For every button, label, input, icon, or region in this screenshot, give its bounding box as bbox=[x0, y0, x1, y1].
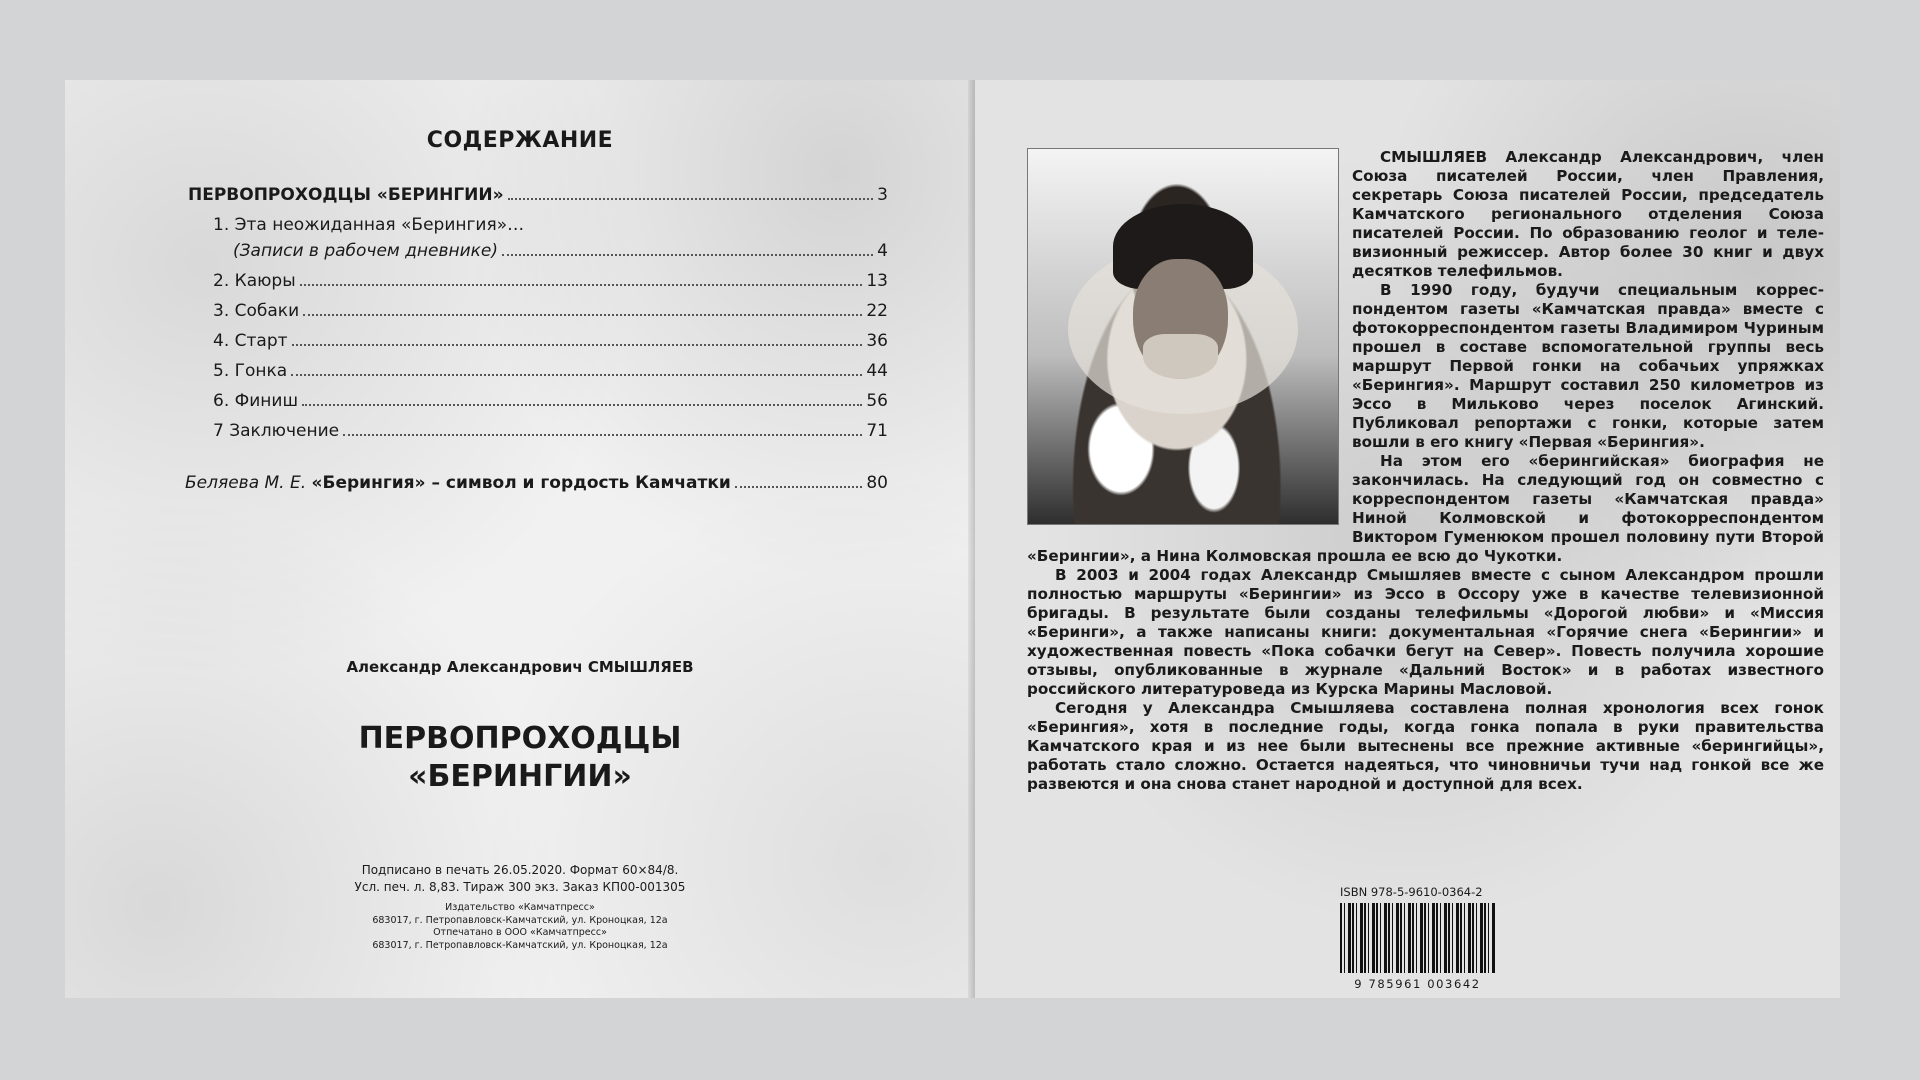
toc-item bbox=[188, 241, 888, 271]
toc-item bbox=[188, 361, 888, 391]
toc-item bbox=[188, 301, 888, 331]
toc-leader-dots bbox=[303, 314, 862, 316]
toc-item-page: 71 bbox=[866, 421, 888, 441]
imprint-details bbox=[65, 862, 975, 896]
toc-item-page: 36 bbox=[866, 331, 888, 351]
toc-item-label: 7 Заключение bbox=[213, 421, 340, 441]
toc-leader-dots bbox=[292, 344, 863, 346]
bio-paragraph: В 1990 году, будучи специальным корреспондентом газеты «Камчатская правда» вместе с фотокорреспондентом газеты Владимиром Чуриным прошел в составе вспомогательной группы весь маршрут Первой гонки на собачьих упряжках «Берингия». Маршрут составил 250 километров из Эссо в Мильково через поселок Агинский. Публиковал репортажи с гонки, которые затем вошли в его книгу «Первая «Берингия». bbox=[1352, 281, 1824, 451]
toc-item-label: 1. Эта неожиданная «Берингия»… bbox=[213, 215, 525, 235]
barcode bbox=[1340, 903, 1495, 973]
imprint-line: Усл. печ. л. 8,83. Тираж 300 экз. Заказ КП00-001305 bbox=[354, 880, 686, 894]
toc-item bbox=[188, 421, 888, 451]
toc-item bbox=[188, 185, 888, 215]
toc-leader-dots bbox=[343, 434, 862, 436]
author-biography bbox=[1027, 148, 1824, 794]
toc-item-page: 3 bbox=[877, 185, 888, 205]
table-of-contents bbox=[185, 185, 888, 503]
book-title bbox=[65, 720, 975, 796]
bio-paragraph: СМЫШЛЯЕВ Александр Александрович, член Союза писателей России, член Правления, секретарь Союза писателей России, председатель Камчатского регионального отделения Союза писателей России. По образованию геолог и телевизионный режиссер. Автор более 30 книг и двух десятков телефильмов. bbox=[1352, 148, 1824, 280]
barcode-number: 9 785961 003642 bbox=[1340, 977, 1495, 991]
author-name: Александр Александрович СМЫШЛЯЕВ bbox=[346, 658, 694, 676]
toc-item-page: 22 bbox=[866, 301, 888, 321]
toc-leader-dots bbox=[735, 486, 863, 488]
toc-item-line1 bbox=[188, 215, 888, 241]
left-page bbox=[65, 80, 975, 998]
toc-item-label: (Записи в рабочем дневнике) bbox=[233, 241, 499, 261]
toc-title: СОДЕРЖАНИЕ bbox=[426, 128, 614, 153]
publisher-info bbox=[65, 902, 975, 952]
toc-item-author: Беляева М. Е. bbox=[185, 473, 307, 493]
toc-item-label: 4. Старт bbox=[213, 331, 288, 351]
isbn: ISBN 978-5-9610-0364-2 bbox=[1340, 885, 1483, 899]
toc-item-label: 2. Каюры bbox=[213, 271, 296, 291]
toc-leader-dots bbox=[502, 254, 873, 256]
toc-item bbox=[188, 271, 888, 301]
publisher-line: Издательство «Камчатпресс» bbox=[445, 902, 595, 913]
book-title-line1: ПЕРВОПРОХОДЦЫ bbox=[358, 721, 682, 756]
publisher-line: 683017, г. Петропавловск-Камчатский, ул. Кроноцкая, 12а bbox=[372, 939, 668, 951]
toc-item-label: 3. Собаки bbox=[213, 301, 300, 321]
toc-item bbox=[188, 331, 888, 361]
toc-item-label: ПЕРВОПРОХОДЦЫ «БЕРИНГИИ» bbox=[188, 185, 504, 205]
toc-leader-dots bbox=[300, 284, 863, 286]
toc-item-page: 44 bbox=[866, 361, 888, 381]
book-title-line2: «БЕРИНГИИ» bbox=[408, 759, 632, 794]
toc-item-label bbox=[185, 473, 731, 493]
toc-item-page: 56 bbox=[866, 391, 888, 411]
imprint-line: Подписано в печать 26.05.2020. Формат 60×84/8. bbox=[361, 863, 679, 877]
bio-paragraph: На этом его «берингийская» биография не закончилась. На следующий год он совместно с корреспондентом газеты «Камчатская правда» Ниной Колмовской и фотокорреспондентом Виктором Гуменюком прошел половину пути Второй «Берингии», а Нина Колмовская прошла ее всю до Чукотки. bbox=[1027, 452, 1824, 565]
toc-item bbox=[188, 391, 888, 421]
toc-item-title: «Берингия» – символ и гордость Камчатки bbox=[311, 473, 731, 493]
toc-leader-dots bbox=[302, 404, 862, 406]
toc-item bbox=[185, 473, 888, 503]
toc-leader-dots bbox=[508, 198, 874, 200]
publisher-line: 683017, г. Петропавловск-Камчатский, ул. Кроноцкая, 12а bbox=[372, 914, 668, 926]
toc-item-label: 6. Финиш bbox=[213, 391, 299, 411]
toc-leader-dots bbox=[291, 374, 862, 376]
right-page bbox=[975, 80, 1840, 998]
bio-paragraph: В 2003 и 2004 годах Александр Смышляев вместе с сыном Александром прошли полностью маршруты «Берингии» из Эссо в Оссору уже в качестве телевизионной бригады. В результате были созданы телефильмы «Дорогой любви» и «Миссия «Беринги», а также написаны книги: документальная «Горячие снега «Берингии» и художественная повесть «Пока собачки бегут на Север». Повесть получила хорошие отзывы, опубликованные в журнале «Дальний Восток» и в работах известного российского литературоведа из Курска Марины Масловой. bbox=[1027, 566, 1824, 698]
toc-item-page: 13 bbox=[866, 271, 888, 291]
toc-item-page: 80 bbox=[866, 473, 888, 493]
toc-item-label: 5. Гонка bbox=[213, 361, 288, 381]
publisher-line: Отпечатано в ООО «Камчатпресс» bbox=[433, 927, 607, 938]
toc-item-page: 4 bbox=[877, 241, 888, 261]
bio-paragraph: Сегодня у Александра Смышляева составлена полная хронология всех гонок «Берингия», хотя в последние годы, когда гонка попала в руки правительства Камчатского края и из нее были вытеснены все прежние активные «берингийцы», работать стало сложно. Остается надеяться, что чиновничьи тучи над гонкой все же развеются и она снова станет народной и доступной для всех. bbox=[1027, 699, 1824, 793]
